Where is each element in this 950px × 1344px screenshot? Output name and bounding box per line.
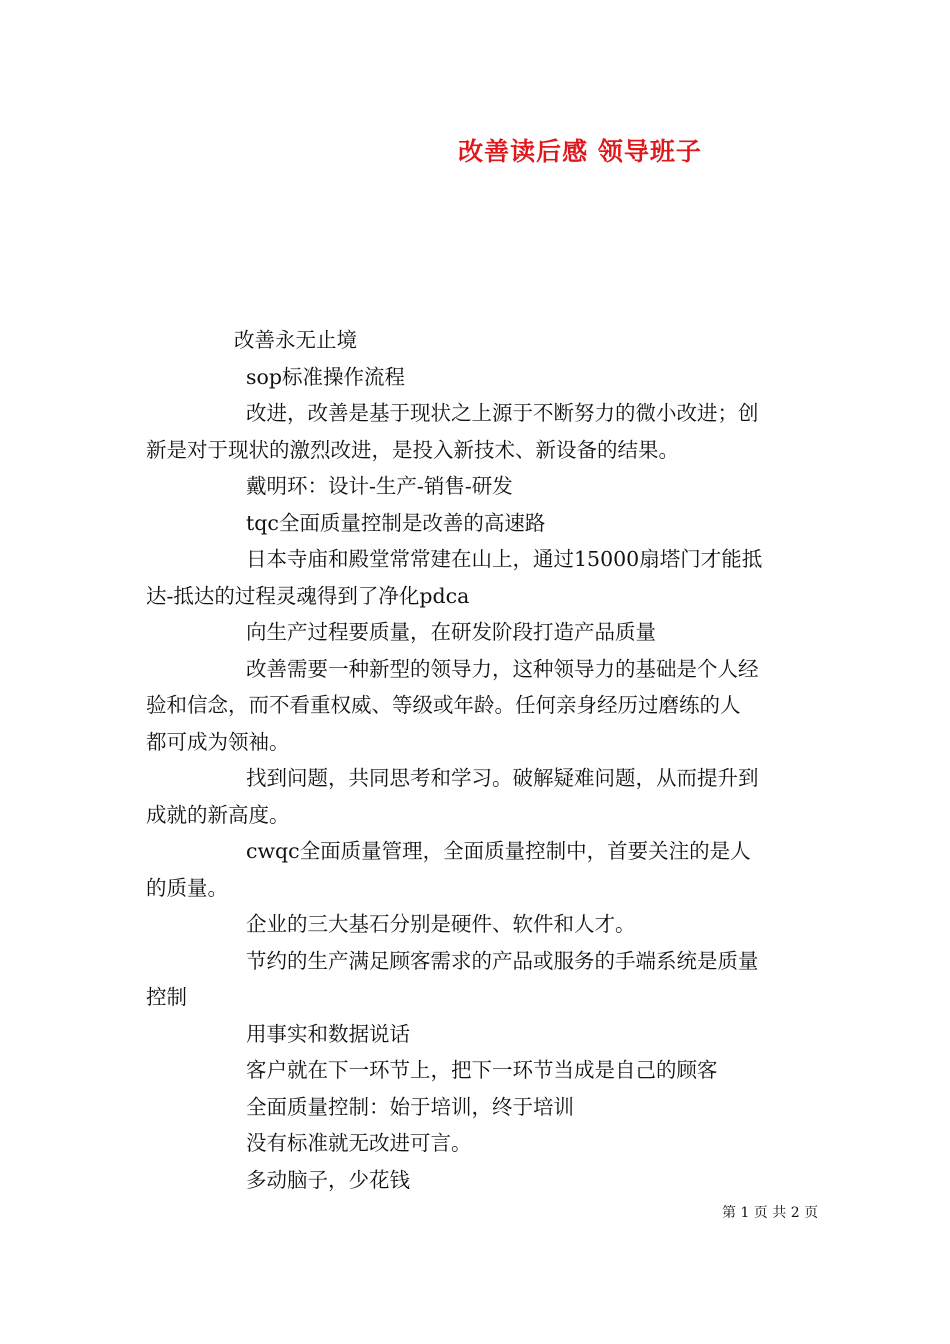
text-line: 成就的新高度。: [146, 802, 290, 827]
text-line: 没有标准就无改进可言。: [246, 1131, 472, 1155]
text-line: 验和信念，而不看重权威、等级或年龄。任何亲身经历过磨练的人: [146, 693, 741, 717]
text-line: 改进，改善是基于现状之上源于不断努力的微小改进；创: [246, 401, 759, 425]
text-line: 向生产过程要质量，在研发阶段打造产品质量: [246, 620, 656, 644]
text-line: 节约的生产满足顾客需求的产品或服务的手端系统是质量: [246, 948, 759, 973]
text-line: 控制: [146, 985, 187, 1009]
text-line: 找到问题，共同思考和学习。破解疑难问题，从而提升到: [246, 766, 759, 790]
text-line: 的质量。: [146, 875, 228, 900]
text-line: tqc全面质量控制是改善的高速路: [246, 510, 546, 535]
document-title: 改善读后感 领导班子: [458, 137, 702, 166]
document-body: [146, 322, 806, 1198]
text-line: 企业的三大基石分别是硬件、软件和人才。: [246, 912, 636, 936]
text-line: 多动脑子，少花钱: [246, 1167, 410, 1192]
text-line: 全面质量控制：始于培训，终于培训: [246, 1094, 574, 1119]
text-line: 用事实和数据说话: [246, 1021, 410, 1046]
text-line: 新是对于现状的激烈改进，是投入新技术、新设备的结果。: [146, 437, 679, 462]
text-line: cwqc全面质量管理，全面质量控制中，首要关注的是人: [246, 839, 751, 863]
text-line: 都可成为领袖。: [146, 729, 290, 754]
text-line: 客户就在下一环节上，把下一环节当成是自己的顾客: [246, 1058, 718, 1082]
text-line: 戴明环：设计-生产-销售-研发: [246, 474, 513, 498]
text-line: sop标准操作流程: [246, 364, 405, 389]
page-number: 第 1 页 共 2 页: [722, 1205, 819, 1221]
text-line: 改善需要一种新型的领导力，这种领导力的基础是个人经: [246, 656, 759, 681]
text-line: 达-抵达的过程灵魂得到了净化pdca: [146, 583, 470, 608]
text-line: 日本寺庙和殿堂常常建在山上，通过15000扇塔门才能抵: [246, 547, 763, 571]
text-line: 改善永无止境: [234, 328, 357, 352]
